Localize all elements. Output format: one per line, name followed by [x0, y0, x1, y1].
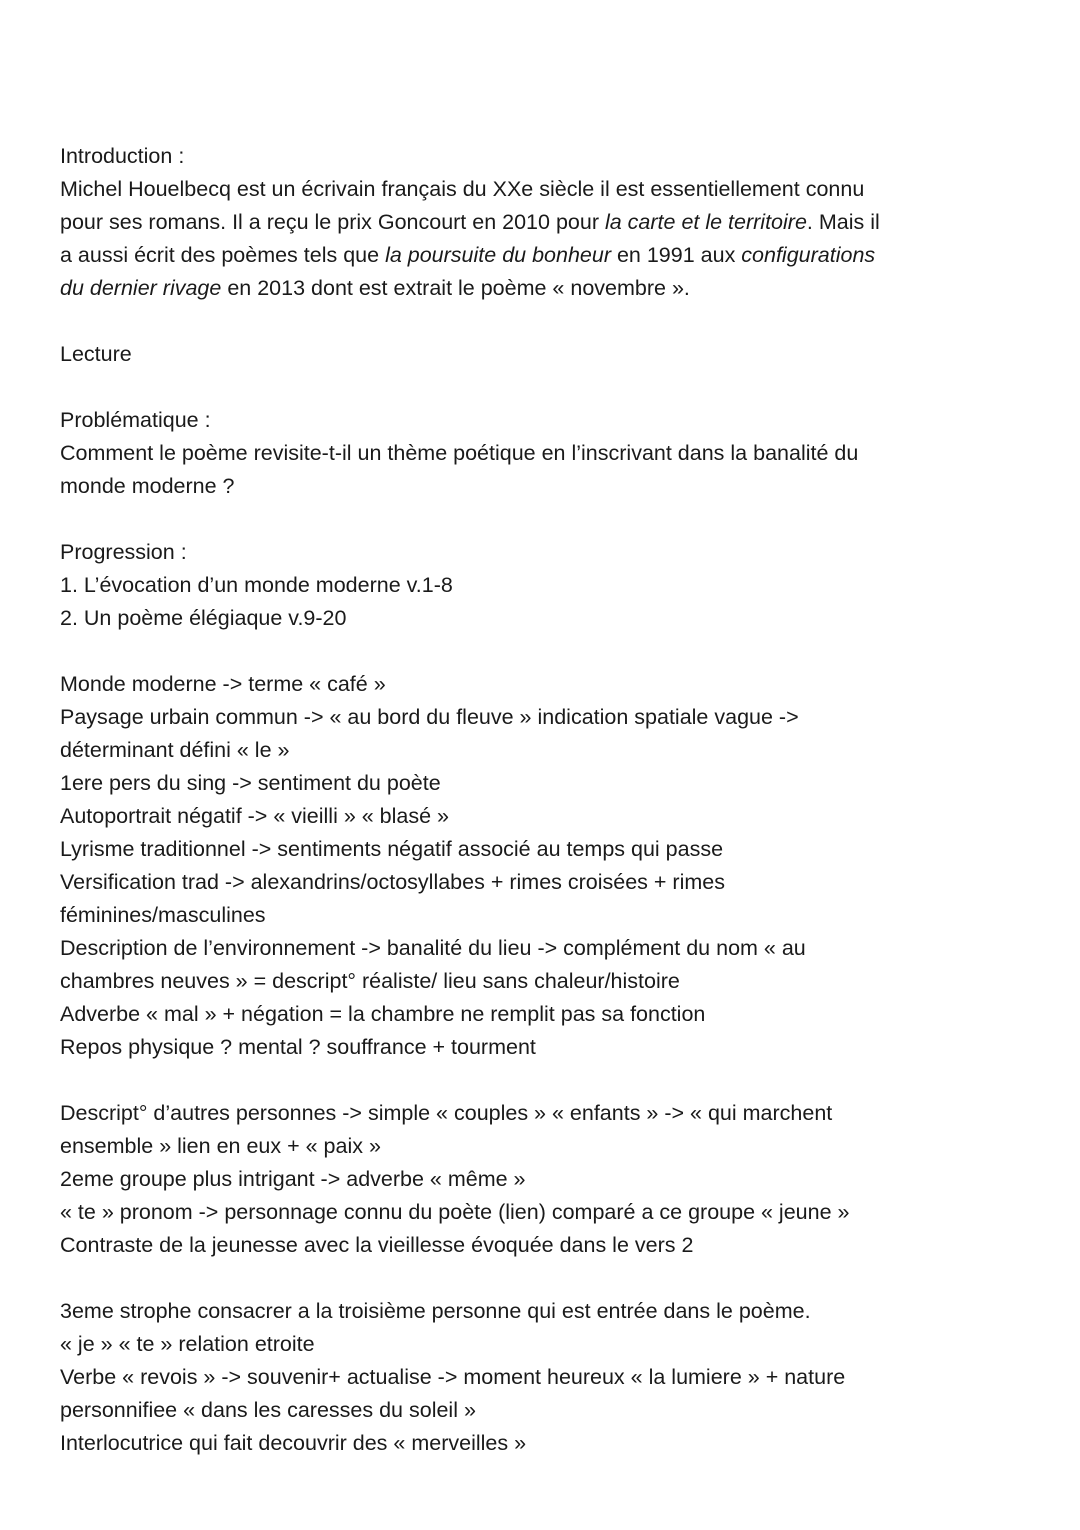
note-line: 1ere pers du sing -> sentiment du poète	[60, 771, 441, 795]
lecture-heading: Lecture	[60, 342, 132, 366]
note-line: Versification trad -> alexandrins/octosyllabes + rimes croisées + rimes	[60, 870, 725, 894]
progression-item: 1. L’évocation d’un monde moderne v.1-8	[60, 573, 453, 597]
note-line: « je » « te » relation etroite	[60, 1332, 315, 1356]
note-line: déterminant défini « le »	[60, 738, 290, 762]
note-line: 3eme strophe consacrer a la troisième personne qui est entrée dans le poème.	[60, 1299, 811, 1323]
note-line: Adverbe « mal » + négation = la chambre ne remplit pas sa fonction	[60, 1002, 706, 1026]
problematique-line: Comment le poème revisite-t-il un thème poétique en l’inscrivant dans la banalité du	[60, 441, 859, 465]
note-line: Lyrisme traditionnel -> sentiments négatif associé au temps qui passe	[60, 837, 724, 861]
note-line: Interlocutrice qui fait decouvrir des « merveilles »	[60, 1431, 527, 1455]
problematique-line: monde moderne ?	[60, 474, 235, 498]
note-line: Repos physique ? mental ? souffrance + tourment	[60, 1035, 536, 1059]
intro-heading: Introduction :	[60, 144, 185, 168]
note-line: Contraste de la jeunesse avec la vieillesse évoquée dans le vers 2	[60, 1233, 694, 1257]
note-line: chambres neuves » = descript° réaliste/ lieu sans chaleur/histoire	[60, 969, 680, 993]
note-line: Descript° d’autres personnes -> simple « couples » « enfants » -> « qui marchent	[60, 1101, 833, 1125]
note-line: Monde moderne -> terme « café »	[60, 672, 386, 696]
intro-line: du dernier rivage en 2013 dont est extrait le poème « novembre ».	[60, 276, 690, 300]
book-title: du dernier rivage	[60, 276, 222, 300]
note-line: féminines/masculines	[60, 903, 266, 927]
note-line: Verbe « revois » -> souvenir+ actualise -> moment heureux « la lumiere » + nature	[60, 1365, 846, 1389]
note-line: ensemble » lien en eux + « paix »	[60, 1134, 381, 1158]
book-title: la carte et le territoire	[604, 210, 807, 234]
intro-line: pour ses romans. Il a reçu le prix Goncourt en 2010 pour la carte et le territoire. Mais il	[60, 210, 880, 234]
document-page	[60, 140, 1020, 1460]
note-line: Description de l’environnement -> banalité du lieu -> complément du nom « au	[60, 936, 806, 960]
intro-line: Michel Houelbecq est un écrivain français du XXe siècle il est essentiellement connu	[60, 177, 865, 201]
note-line: Paysage urbain commun -> « au bord du fleuve » indication spatiale vague ->	[60, 705, 799, 729]
book-title: configurations	[741, 243, 876, 267]
intro-line: a aussi écrit des poèmes tels que la poursuite du bonheur en 1991 aux configurations	[60, 243, 876, 267]
progression-item: 2. Un poème élégiaque v.9-20	[60, 606, 347, 630]
book-title: la poursuite du bonheur	[385, 243, 611, 267]
note-line: « te » pronom -> personnage connu du poète (lien) comparé a ce groupe « jeune »	[60, 1200, 850, 1224]
note-line: personnifiee « dans les caresses du soleil »	[60, 1398, 476, 1422]
note-line: Autoportrait négatif -> « vieilli » « blasé »	[60, 804, 450, 828]
progression-heading: Progression :	[60, 540, 187, 564]
note-line: 2eme groupe plus intrigant -> adverbe « même »	[60, 1167, 526, 1191]
problematique-heading: Problématique :	[60, 408, 211, 432]
